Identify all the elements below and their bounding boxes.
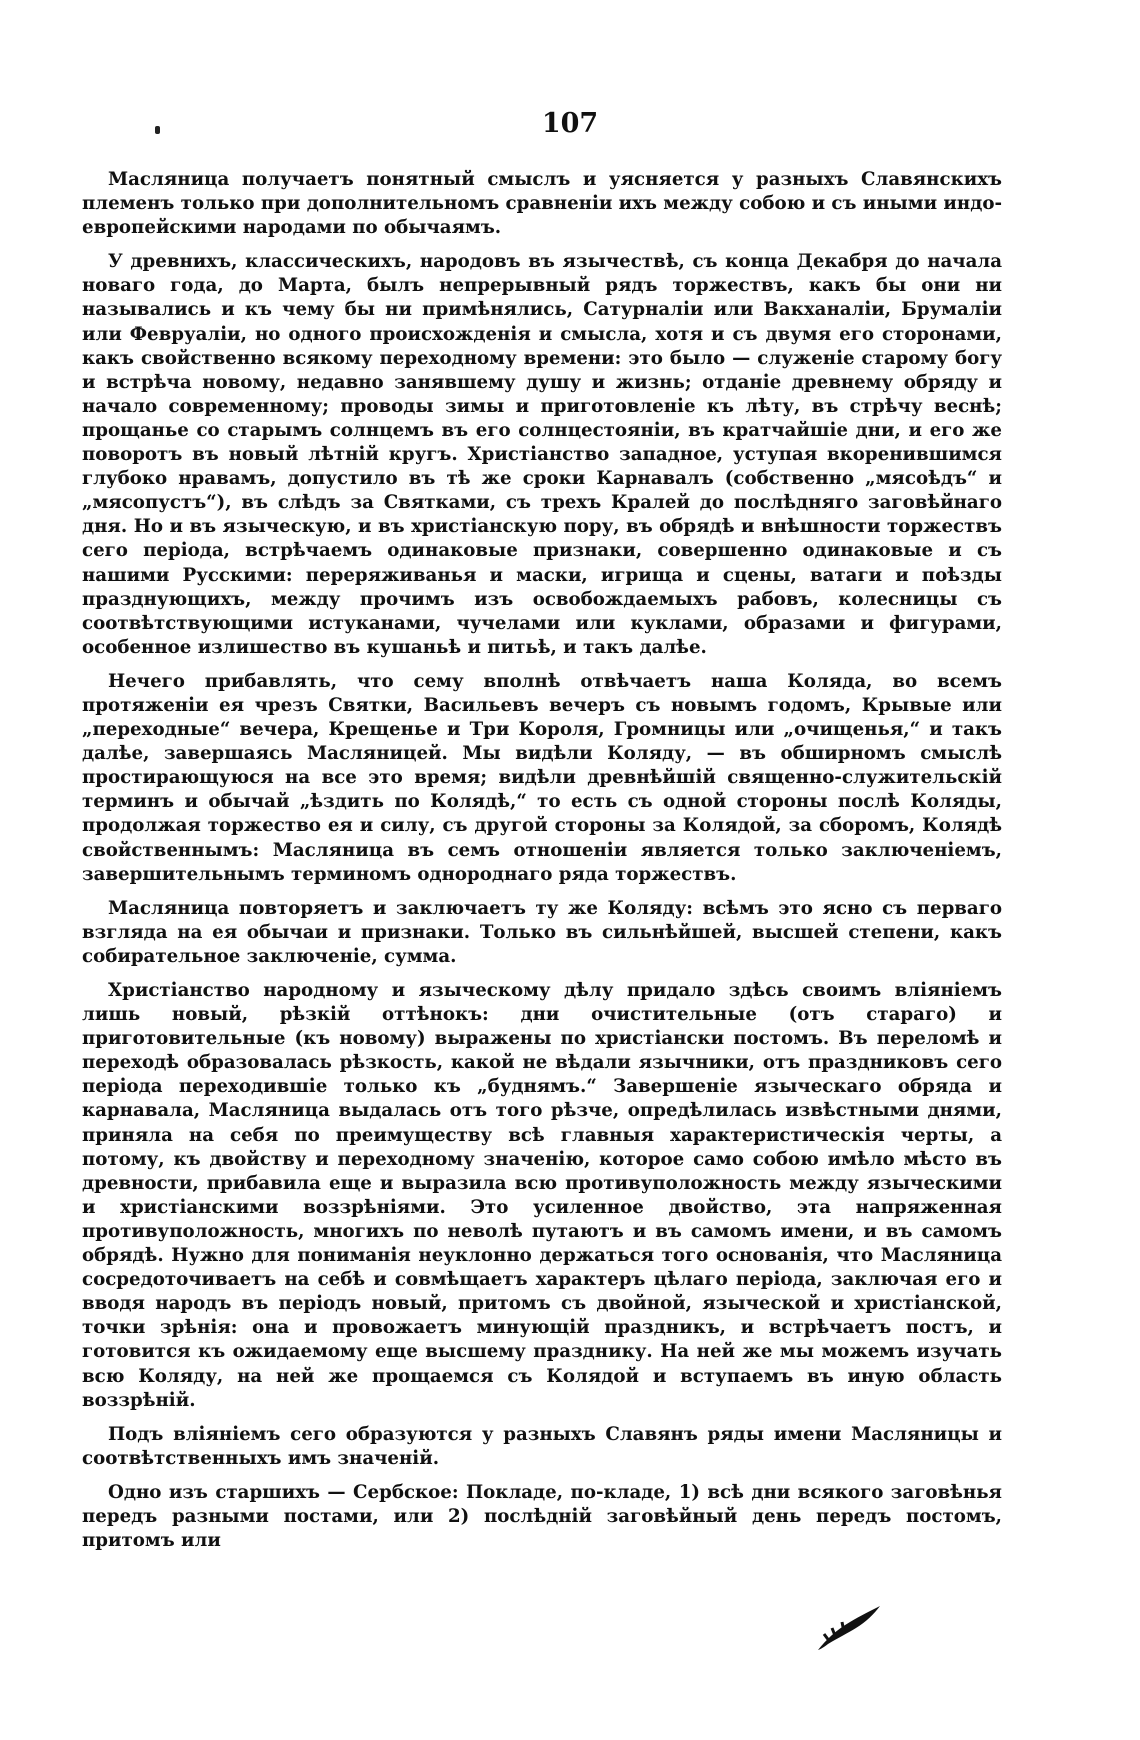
paragraph-2: У древнихъ, классическихъ, народовъ въ язычествѣ, съ конца Декабря до начала новаго года, до Марта, былъ непрерывный рядъ торжествъ, какъ бы они ни назывались и къ чему бы ни примѣнялись, Сатурналіи или Вакханаліи, Брумаліи или Февруаліи, но одного происхожденія и смысла, хотя и съ двумя его сторонами, какъ свойственно всякому переходному времени: это было — служеніе старому богу и встрѣча новому, недавно занявшему душу и жизнь; отданіе древнему обряду и начало современному; проводы зимы и приготовленіе къ лѣту, въ стрѣчу веснѣ; прощанье со старымъ солнцемъ въ его солнцестояніи, въ кратчайшіе дни, и его же поворотъ въ новый лѣтній кругъ. Христіанство западное, уступая вкоренившимся глубоко нравамъ, допустило въ тѣ же сроки Карнавалъ (собственно „мясоѣдъ“ и „мясопустъ“), въ слѣдъ за Святками, съ трехъ Кралей до послѣдняго заговѣйнаго дня. Но и въ языческую, и въ христіанскую пору, въ обрядѣ и внѣшности торжествъ сего періода, встрѣчаемъ одинаковые признаки, совершенно одинаковые и съ нашими Русскими: переряживанья и маски, игрища и сцены, ватаги и поѣзды празднующихъ, между прочимъ изъ освобождаемыхъ рабовъ, колесницы съ соотвѣтствующими истуканами, чучелами или куклами, образами и фигурами, особенное излишество въ кушаньѣ и питьѣ, и такъ далѣе.	[82, 251, 1002, 658]
paragraph-1: Масляница получаетъ понятный смыслъ и уясняется у разныхъ Славянскихъ племенъ только при дополнительномъ сравненіи ихъ между собою и съ иными индо-европейскими народами по обычаямъ.	[82, 169, 1003, 239]
paragraph-6: Подъ вліяніемъ сего образуются у разныхъ Славянъ ряды имени Масляницы и соотвѣтственныхъ имъ значеній.	[82, 1423, 1002, 1469]
feather-mark-icon	[816, 1604, 882, 1652]
paragraph-4: Масляница повторяетъ и заключаетъ ту же Коляду: всѣмъ это ясно съ перваго взгляда на ея обычаи и признаки. Только въ сильнѣйшей, высшей степени, какъ собирательное заключеніе, сумма.	[82, 897, 1002, 967]
paragraph-5: Христіанство народному и языческому дѣлу придало здѣсь своимъ вліяніемъ лишь новый, рѣзкій оттѣнокъ: дни очистительные (отъ стараго) и приготовительные (къ новому) выражены по христіански постомъ. Въ переломѣ и переходѣ образовалась рѣзкость, какой не вѣдали язычники, отъ праздниковъ сего періода переходившіе только къ „буднямъ.“ Завершеніе языческаго обряда и карнавала, Масляница выдалась отъ того рѣзче, опредѣлилась извѣстными днями, приняла на себя по преимуществу всѣ главныя характеристическія черты, а потому, къ двойству и переходному значенію, которое само собою имѣло мѣсто въ древности, прибавила еще и выразила всю противуположность между языческими и христіанскими воззрѣніями. Это усиленное двойство, эта напряженная противуположность, многихъ по неволѣ путаютъ и въ самомъ имени, и въ самомъ обрядѣ. Нужно для пониманія неуклонно держаться того основанія, что Масляница сосредоточиваетъ на себѣ и совмѣщаетъ характеръ цѣлаго періода, заключая его и вводя народъ въ періодъ новый, притомъ съ двойной, языческой и христіанской, точки зрѣнія: она и провожаетъ минующій праздникъ, и встрѣчаетъ постъ, и готовится къ ожидаемому еще высшему празднику. На ней же мы можемъ изучать всю Коляду, на ней же прощаемся съ Колядой и вступаемъ въ иную область воззрѣній.	[82, 980, 1002, 1411]
body-text	[82, 168, 1002, 1563]
paragraph-3: Нечего прибавлять, что сему вполнѣ отвѣчаетъ наша Коляда, во всемъ протяженіи ея чрезъ Святки, Васильевъ вечеръ съ новымъ годомъ, Крывые или „переходные“ вечера, Крещенье и Три Короля, Громницы или „очищенья,“ и такъ далѣе, завершаясь Масляницей. Мы видѣли Коляду, — въ обширномъ смыслѣ простирающуюся на все это время; видѣли древнѣйшій священно-служительскій терминъ и обычай „ѣздить по Колядѣ,“ то есть съ одной стороны послѣ Коляды, продолжая торжество ея и силу, съ другой стороны за Колядой, за сборомъ, Колядѣ свойственнымъ: Масляница въ семъ отношеніи является только заключеніемъ, завершительнымъ терминомъ однороднаго ряда торжествъ.	[82, 670, 1002, 885]
paragraph-7: Одно изъ старшихъ — Сербское: Покладе, по-кладе, 1) всѣ дни всякого заговѣнья передъ разными постами, или 2) послѣдній заговѣйный день передъ постомъ, притомъ или	[82, 1481, 1002, 1552]
page-number: 107	[541, 108, 599, 139]
